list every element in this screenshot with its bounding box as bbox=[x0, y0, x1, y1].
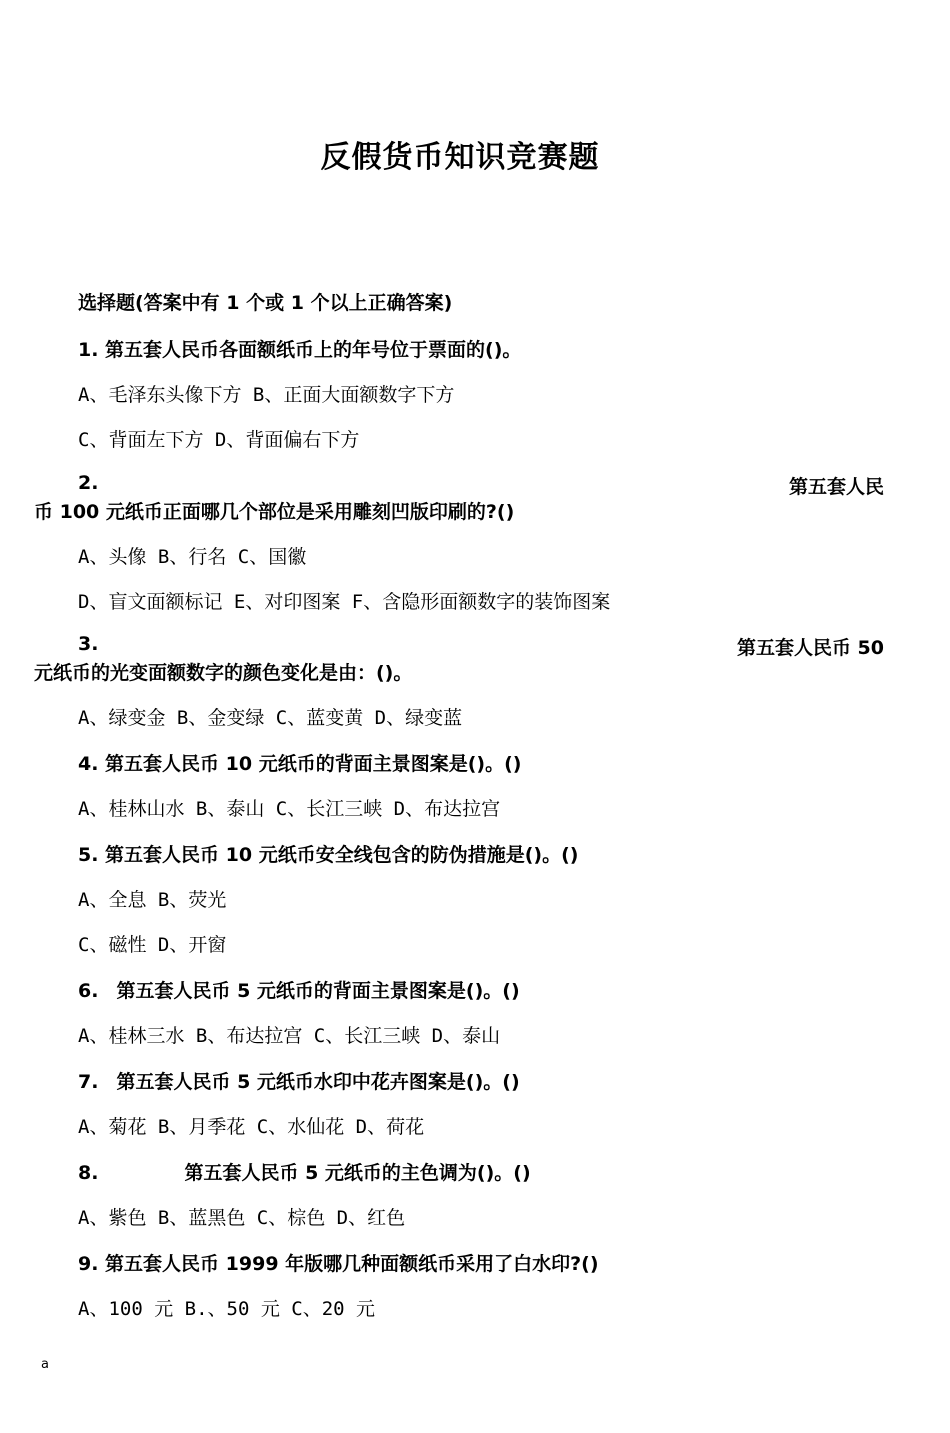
question-8-text: 第五套人民币 5 元纸币的主色调为()。() bbox=[184, 1162, 531, 1184]
question-5: 5. 第五套人民币 10 元纸币安全线包含的防伪措施是()。() bbox=[78, 844, 579, 866]
question-2-options-line-1: A、头像 B、行名 C、国徽 bbox=[78, 546, 307, 568]
question-3-number: 3. bbox=[78, 633, 99, 655]
question-6 bbox=[78, 976, 520, 1003]
question-2-number: 2. bbox=[78, 472, 99, 494]
question-4-options-line-1: A、桂林山水 B、泰山 C、长江三峡 D、布达拉宫 bbox=[78, 798, 501, 820]
question-6-options-line-1: A、桂林三水 B、布达拉宫 C、长江三峡 D、泰山 bbox=[78, 1025, 501, 1047]
question-7-text: 第五套人民币 5 元纸币水印中花卉图案是()。() bbox=[116, 1071, 520, 1093]
question-2-text-start: 第五套人民 bbox=[788, 476, 884, 498]
question-3-options-line-1: A、绿变金 B、金变绿 C、蓝变黄 D、绿变蓝 bbox=[78, 707, 463, 729]
question-7-options-line-1: A、菊花 B、月季花 C、水仙花 D、荷花 bbox=[78, 1116, 425, 1138]
question-9: 9. 第五套人民币 1999 年版哪几种面额纸币采用了白水印?() bbox=[78, 1253, 599, 1275]
question-8 bbox=[78, 1158, 531, 1185]
question-1-options-line-2: C、背面左下方 D、背面偏右下方 bbox=[78, 429, 360, 451]
question-3-text-start: 第五套人民币 50 bbox=[736, 637, 884, 659]
section-heading: 选择题(答案中有 1 个或 1 个以上正确答案) bbox=[78, 292, 453, 314]
footer-mark: a bbox=[41, 1357, 49, 1372]
question-2-options-line-2: D、盲文面额标记 E、对印图案 F、含隐形面额数字的装饰图案 bbox=[78, 591, 611, 613]
question-3-first-line bbox=[78, 633, 884, 660]
question-4: 4. 第五套人民币 10 元纸币的背面主景图案是()。() bbox=[78, 753, 522, 775]
question-2-first-line bbox=[78, 472, 884, 499]
document-title: 反假货币知识竞赛题 bbox=[320, 140, 600, 175]
question-2-text-continued: 币 100 元纸币正面哪几个部位是采用雕刻凹版印刷的?() bbox=[34, 501, 515, 523]
question-6-number: 6. bbox=[78, 980, 99, 1002]
question-5-options-line-1: A、全息 B、荧光 bbox=[78, 889, 227, 911]
question-7-number: 7. bbox=[78, 1071, 99, 1093]
question-8-number: 8. bbox=[78, 1162, 99, 1184]
question-7 bbox=[78, 1067, 520, 1094]
question-1: 1. 第五套人民币各面额纸币上的年号位于票面的()。 bbox=[78, 339, 522, 361]
question-1-options-line-1: A、毛泽东头像下方 B、正面大面额数字下方 bbox=[78, 384, 455, 406]
question-3-text-continued: 元纸币的光变面额数字的颜色变化是由：()。 bbox=[34, 662, 413, 684]
question-5-options-line-2: C、磁性 D、开窗 bbox=[78, 934, 227, 956]
question-6-text: 第五套人民币 5 元纸币的背面主景图案是()。() bbox=[116, 980, 520, 1002]
question-9-options-line-1: A、100 元 B.、50 元 C、20 元 bbox=[78, 1298, 376, 1320]
question-8-options-line-1: A、紫色 B、蓝黑色 C、棕色 D、红色 bbox=[78, 1207, 406, 1229]
